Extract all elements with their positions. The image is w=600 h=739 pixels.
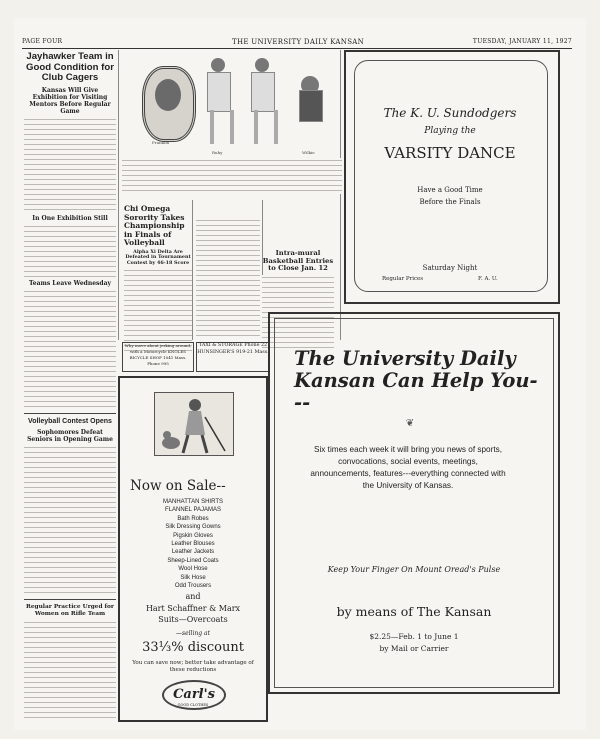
article-text bbox=[122, 158, 342, 194]
chi-omega-deck: Alpha Xi Delta Are Defeated in Tournament Contest by 46-18 Score bbox=[125, 248, 191, 266]
clothing-ad bbox=[118, 376, 268, 722]
player-photo bbox=[246, 56, 278, 146]
article-text bbox=[24, 117, 116, 213]
box-score bbox=[196, 218, 260, 336]
column-rule bbox=[118, 50, 119, 340]
sale-brand: Hart Schaffner & Marx bbox=[145, 604, 241, 613]
sale-suits: Suits—Overcoats bbox=[158, 615, 228, 624]
sale-item: FLANNEL PAJAMAS bbox=[164, 507, 221, 514]
sale-and: and bbox=[185, 592, 201, 601]
photo-caption: Franklin bbox=[152, 140, 170, 145]
chi-omega-story bbox=[124, 205, 192, 352]
event-place: F. A. U. bbox=[478, 276, 498, 282]
sale-discount: 33⅓% discount bbox=[142, 640, 244, 655]
left-column bbox=[24, 50, 116, 722]
golfer-illustration bbox=[154, 392, 234, 456]
playing-line: Playing the bbox=[424, 126, 476, 136]
kansan-delivery: by Mail or Carrier bbox=[379, 644, 449, 653]
event-time: Saturday Night bbox=[422, 264, 478, 272]
article-text bbox=[24, 224, 116, 278]
intramural-headline: Intra-mural Basketball Entries to Close Jan. 12 bbox=[262, 249, 334, 272]
sale-note: You can save now; better take advantage of these reductions bbox=[132, 660, 254, 673]
sale-item: Leather Blouses bbox=[171, 541, 215, 548]
kansan-headline: The University Daily Kansan Can Help You--- bbox=[294, 347, 538, 414]
kansan-means: by means of The Kansan bbox=[336, 604, 492, 619]
ornament: ❦ bbox=[405, 418, 415, 429]
sale-item: Odd Trousers bbox=[174, 583, 212, 590]
carls-logo: Carl's bbox=[162, 680, 226, 710]
sale-item: Sheep-Lined Coats bbox=[167, 557, 219, 564]
article-text bbox=[24, 289, 116, 409]
photo-caption: Wilkie bbox=[302, 150, 315, 155]
sale-item: Pigskin Gloves bbox=[173, 532, 213, 539]
kansan-price: $2.25—Feb. 1 to June 1 bbox=[369, 632, 459, 641]
sale-item: Silk Dressing Gowns bbox=[165, 524, 221, 531]
player-photo bbox=[294, 74, 326, 134]
article-text bbox=[24, 445, 116, 595]
player-photo bbox=[202, 56, 234, 146]
event-prices: Regular Prices bbox=[382, 276, 424, 282]
sale-item: Bath Robes bbox=[177, 515, 209, 522]
kansan-body: Six times each week it will bring you news of sports, convocations, social events, meetings, announcements, features---everything connected with the University of Kansas. bbox=[310, 445, 506, 490]
masthead bbox=[22, 36, 572, 49]
sale-item: Wool Hose bbox=[178, 566, 208, 573]
column-rule bbox=[192, 200, 193, 340]
tagline-1: Have a Good Time bbox=[417, 186, 483, 194]
volleyball-headline: Volleyball Contest Opens bbox=[28, 417, 112, 425]
jayhawker-subhead-2: Teams Leave Wednesday bbox=[28, 279, 111, 287]
sundodgers-ad bbox=[344, 50, 560, 304]
sale-item: Leather Jackets bbox=[171, 549, 215, 556]
sale-items bbox=[120, 498, 266, 590]
chi-omega-headline: Chi Omega Sorority Takes Championship in Finals of Volleyball bbox=[124, 204, 185, 247]
paper-title: THE UNIVERSITY DAILY KANSAN bbox=[232, 38, 365, 46]
bicycle-shop-ad: Why move about jerking around, with a Motorcycle KNOLES BICYCLE SHOP 1041 Mass. Phone 995 bbox=[122, 342, 194, 372]
carls-logo-sub: GOOD CLOTHES bbox=[177, 703, 209, 707]
rifle-headline: Regular Practice Urged for Women on Rifle Team bbox=[26, 603, 114, 617]
tagline-2: Before the Finals bbox=[419, 198, 481, 206]
portrait-photo bbox=[142, 66, 196, 142]
article-text bbox=[24, 620, 116, 723]
article-text bbox=[124, 268, 192, 352]
photo-caption: Ruby bbox=[212, 150, 223, 155]
sale-selling: —selling at bbox=[176, 630, 210, 637]
photo-group bbox=[122, 56, 342, 196]
sale-item: MANHATTAN SHIRTS bbox=[162, 499, 223, 505]
taxi-ad: TAXI & STORAGE Phone 22 HUNSINGER'S 919-21 Mass. bbox=[196, 342, 270, 372]
jayhawker-headline: Jayhawker Team in Good Condition for Club Cagers bbox=[26, 51, 114, 83]
sale-item: Silk Hose bbox=[180, 574, 206, 581]
ad-border bbox=[354, 60, 548, 292]
page-number: PAGE FOUR bbox=[22, 38, 63, 45]
band-name: The K. U. Sundodgers bbox=[383, 106, 517, 120]
event-name: VARSITY DANCE bbox=[384, 144, 516, 162]
volleyball-deck: Sophomores Defeat Seniors in Opening Game bbox=[27, 428, 113, 443]
kansan-ad bbox=[268, 312, 560, 694]
jayhawker-subhead: In One Exhibition Still bbox=[32, 214, 108, 222]
issue-date: TUESDAY, JANUARY 11, 1927 bbox=[472, 38, 572, 45]
jayhawker-deck: Kansas Will Give Exhibition for Visiting Mentors Before Regular Game bbox=[29, 86, 111, 115]
sale-title: Now on Sale-- bbox=[130, 478, 226, 494]
kansan-keep: Keep Your Finger On Mount Oread's Pulse bbox=[327, 565, 501, 574]
